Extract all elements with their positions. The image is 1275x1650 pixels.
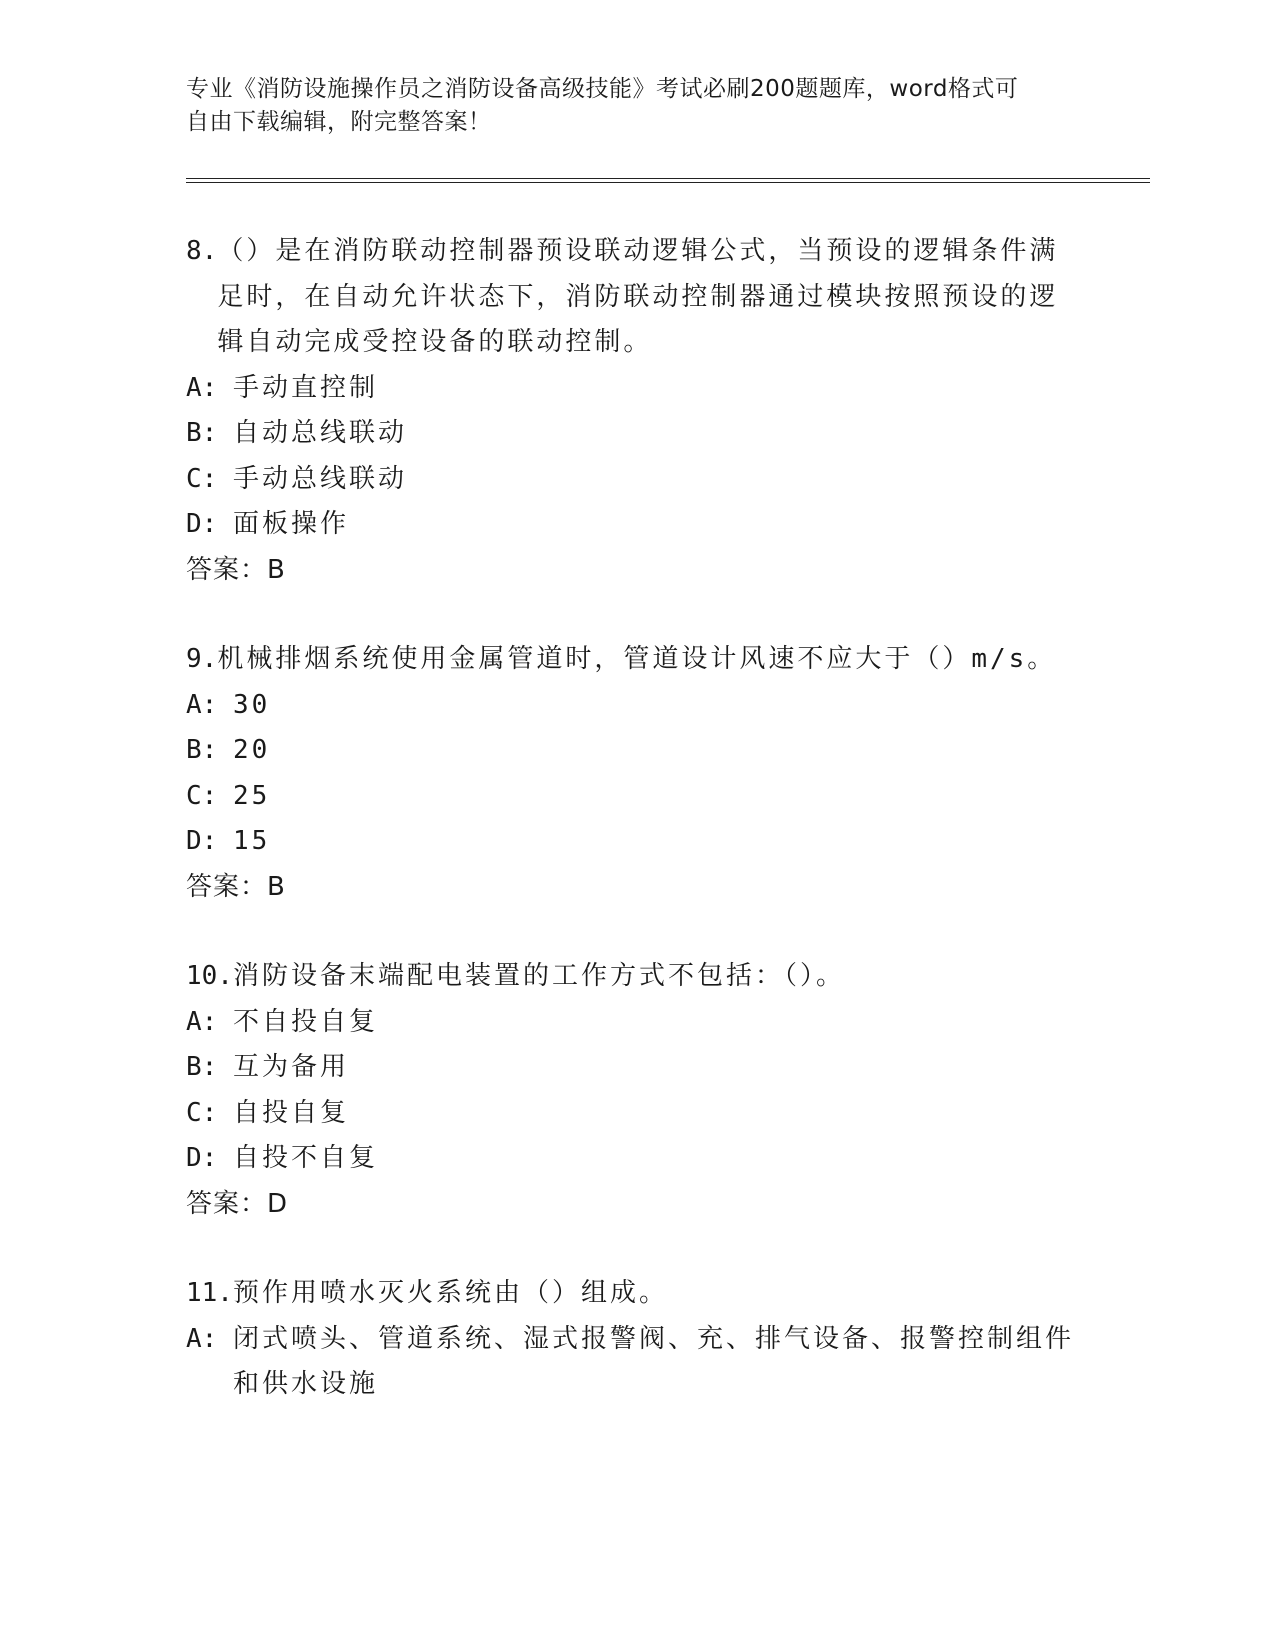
- header-line-1: 专业《消防设施操作员之消防设备高级技能》考试必刷200题题库，word格式可: [186, 76, 1019, 102]
- option-separator: :: [201, 1006, 233, 1037]
- option-d: [186, 1136, 1086, 1182]
- option-separator: :: [201, 1052, 233, 1082]
- option-a: [186, 683, 1086, 729]
- option-separator: :: [201, 372, 233, 403]
- option-key: A: [186, 1006, 202, 1037]
- option-key: C: [186, 1097, 202, 1128]
- option-separator: :: [201, 826, 233, 856]
- option-key: A: [186, 1323, 202, 1354]
- question-text: （）是在消防联动控制器预设联动逻辑公式，当预设的逻辑条件满足时，在自动允许状态下，消防联动控制器通过模块按照预设的逻辑自动完成受控设备的联动控制。: [217, 236, 1059, 357]
- option-c: [186, 774, 1086, 820]
- document-header: [186, 73, 1066, 139]
- option-key: B: [186, 735, 202, 765]
- question-9: [186, 637, 1086, 910]
- option-key: B: [186, 418, 202, 448]
- option-a: [186, 1000, 1086, 1046]
- option-separator: :: [201, 1323, 233, 1354]
- option-separator: :: [201, 735, 233, 765]
- option-key: B: [186, 1052, 202, 1082]
- answer-line: [186, 548, 1086, 594]
- option-text: 25: [232, 780, 271, 811]
- answer-prefix: 答案：: [186, 871, 268, 902]
- option-key: A: [186, 372, 202, 403]
- question-11: [186, 1271, 1086, 1408]
- option-text: 闭式喷头、管道系统、湿式报警阀、充、排气设备、报警控制组件和供水设施: [232, 1323, 1074, 1399]
- question-8: [186, 229, 1086, 593]
- option-text: 自投自复: [232, 1097, 349, 1128]
- option-separator: :: [201, 780, 233, 811]
- option-separator: :: [201, 1143, 233, 1173]
- option-text: 互为备用: [232, 1052, 349, 1082]
- answer-line: [186, 865, 1086, 911]
- question-10: [186, 954, 1086, 1227]
- option-separator: :: [201, 509, 233, 539]
- option-d: [186, 819, 1086, 865]
- option-key: D: [186, 1143, 202, 1173]
- answer-prefix: 答案：: [186, 1188, 268, 1219]
- option-key: D: [186, 509, 202, 539]
- option-text: 手动总线联动: [232, 463, 407, 494]
- option-b: [186, 411, 1086, 457]
- question-text: 机械排烟系统使用金属管道时，管道设计风速不应大于（）m/s。: [217, 644, 1057, 674]
- option-text: 不自投自复: [232, 1006, 378, 1037]
- option-b: [186, 1045, 1086, 1091]
- option-b: [186, 728, 1086, 774]
- option-text: 面板操作: [232, 509, 349, 539]
- option-text: 30: [232, 689, 271, 720]
- question-number: 10.: [186, 961, 233, 991]
- answer-line: [186, 1182, 1086, 1228]
- option-c: [186, 457, 1086, 503]
- header-line-2: 自由下载编辑，附完整答案！: [186, 109, 492, 135]
- question-text: 消防设备末端配电装置的工作方式不包括：（）。: [232, 961, 845, 991]
- option-text: 自动总线联动: [232, 418, 407, 448]
- option-key: D: [186, 826, 202, 856]
- header-double-rule: [186, 178, 1150, 183]
- option-a: [186, 1317, 1086, 1408]
- option-text: 手动直控制: [232, 372, 378, 403]
- question-number: 8.: [186, 236, 218, 266]
- answer-value: B: [267, 554, 286, 585]
- answer-value: B: [267, 871, 286, 902]
- option-separator: :: [201, 1097, 233, 1128]
- answer-value: D: [267, 1188, 289, 1219]
- option-text: 20: [232, 735, 271, 765]
- option-c: [186, 1091, 1086, 1137]
- question-text: 预作用喷水灭火系统由（）组成。: [232, 1278, 668, 1308]
- option-text: 自投不自复: [232, 1143, 378, 1173]
- answer-prefix: 答案：: [186, 554, 268, 585]
- option-a: [186, 366, 1086, 412]
- option-separator: :: [201, 689, 233, 720]
- question-list: [186, 229, 1086, 1408]
- option-separator: :: [201, 418, 233, 448]
- option-key: A: [186, 689, 202, 720]
- question-number: 11.: [186, 1278, 233, 1308]
- option-key: C: [186, 463, 202, 494]
- option-text: 15: [232, 826, 271, 856]
- question-number: 9.: [186, 644, 218, 674]
- option-separator: :: [201, 463, 233, 494]
- option-d: [186, 502, 1086, 548]
- option-key: C: [186, 780, 202, 811]
